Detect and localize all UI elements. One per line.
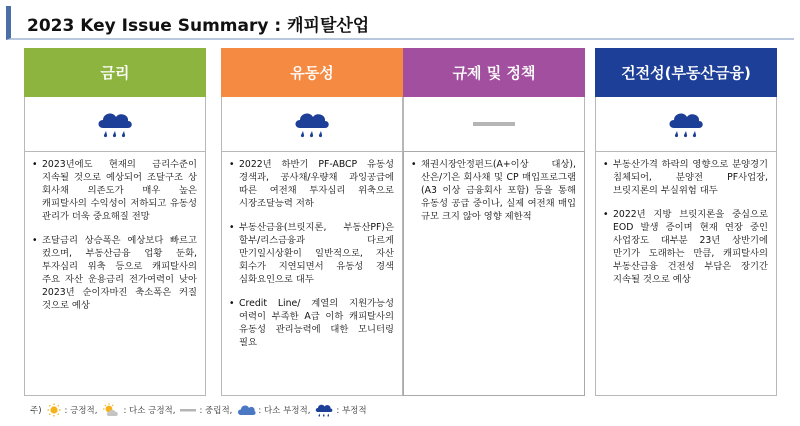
rain-cloud-icon (314, 402, 334, 418)
column-header: 유동성 (221, 48, 403, 97)
column-header: 규제 및 정책 (403, 48, 585, 97)
sun-icon (45, 403, 63, 417)
legend-label: : 다소 긍정적, (123, 406, 176, 416)
issue-column-soundness (595, 48, 777, 396)
bullet-text: • 부동산금융(브릿지론, 부동산PF)은 할부/리스금융과 다르게 만기일시상환이 일반적으로, 자산 회수가 지연되면서 유동성 경색 심화요인으로 대두 (228, 221, 394, 286)
legend-item-slightly-positive (101, 403, 175, 417)
neutral-dash-icon (472, 120, 516, 128)
rain-cloud-icon (292, 108, 332, 140)
issue-column-interest-rate (24, 48, 206, 396)
column-header: 건전성(부동산금융) (595, 48, 777, 97)
issue-column-liquidity (221, 48, 403, 396)
issue-column-regulation (403, 48, 585, 396)
bullet-text: • 2022년 하반기 PF-ABCP 유동성 경색과, 공사채/우량채 과잉공급에 따른 여전채 투자심리 위축으로 시장조달능력 저하 (228, 158, 394, 210)
legend-label: : 중립적, (199, 406, 233, 416)
legend-label: : 부정적 (336, 406, 367, 416)
column-body (221, 151, 403, 396)
legend-label: : 다소 부정적, (258, 406, 311, 416)
title-bar (6, 6, 794, 40)
legend (30, 402, 371, 418)
neutral-dash-icon (179, 406, 197, 414)
legend-label: : 긍정적, (64, 406, 98, 416)
bullet-text: • 2023년에도 현재의 금리수준이 지속될 것으로 예상되어 조달구조 상 회사채 의존도가 매우 높은 캐피탈사의 수익성이 저하되고 유동성 관리가 더욱 중요해질 전망 (31, 158, 197, 223)
bullet-text: • 부동산가격 하락의 영향으로 분양경기 침체되어, 분양전 PF사업장, 브릿지론의 부실위험 대두 (602, 158, 768, 197)
column-header: 금리 (24, 48, 206, 97)
bullet-text: • 2022년 지방 브릿지론을 중심으로 EOD 발생 증이며 현재 연장 중인 사업장도 대부분 23년 상반기에 만기가 도래하는 만큼, 캐피탈사의 부동산금융 건전성 부담은 장기간 지속될 것으로 예상 (602, 208, 768, 286)
legend-item-negative (314, 402, 366, 418)
outlook-icon-box (221, 97, 403, 151)
outlook-icon-box (595, 97, 777, 151)
cloud-icon (236, 403, 256, 417)
bullet-text: • Credit Line/ 계열의 지원가능성 여력이 부족한 A급 이하 캐피탈사의 유동성 관리능력에 대한 모니터링 필요 (228, 297, 394, 349)
sun-cloud-icon (101, 403, 121, 417)
outlook-icon-box (403, 97, 585, 151)
bullet-text: • 조달금리 상승폭은 예상보다 빠르고 컸으며, 부동산금융 업황 둔화, 투자심리 위축 등으로 캐피탈사의 주요 자산 운용금리 전가여력이 낮아 2023년 순이자마진 축소폭은 커질 것으로 예상 (31, 234, 197, 312)
legend-item-positive (45, 403, 98, 417)
column-body (403, 151, 585, 396)
page-title: 2023 Key Issue Summary : 캐피탈산업 (27, 16, 370, 36)
rain-cloud-icon (95, 108, 135, 140)
outlook-icon-box (24, 97, 206, 151)
rain-cloud-icon (666, 108, 706, 140)
column-body (595, 151, 777, 396)
legend-item-neutral (179, 404, 232, 416)
bullet-text: • 채권시장안정펀드(A+이상 대상), 산은/기은 회사채 및 CP 매입프로그램(A3 이상 금융회사 포함) 등을 통해 유동성 공급 중이나, 실제 여전채 매입 규모 크지 않아 영향 제한적 (410, 158, 576, 223)
legend-prefix: 주) (30, 406, 42, 416)
column-body (24, 151, 206, 396)
legend-item-slightly-negative (236, 403, 310, 417)
